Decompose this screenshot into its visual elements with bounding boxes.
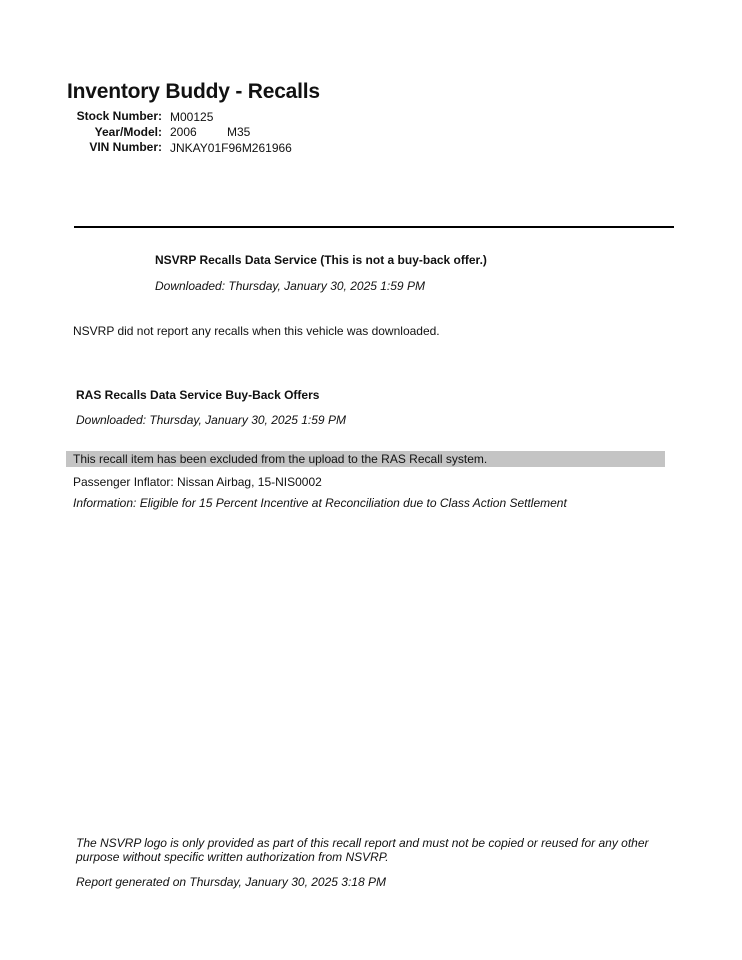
excluded-notice: This recall item has been excluded from the upload to the RAS Recall system. bbox=[73, 452, 488, 466]
recall-information: Information: Eligible for 15 Percent Incentive at Reconciliation due to Class Action Settlement bbox=[73, 496, 567, 510]
section-divider bbox=[74, 226, 674, 228]
nsvrp-heading: NSVRP Recalls Data Service (This is not a buy-back offer.) bbox=[155, 253, 487, 267]
excluded-notice-bar bbox=[66, 451, 665, 467]
model-value: M35 bbox=[227, 125, 251, 139]
vin-number-label: VIN Number: bbox=[89, 140, 162, 154]
stock-number-label: Stock Number: bbox=[76, 109, 162, 123]
nsvrp-no-recalls: NSVRP did not report any recalls when this vehicle was downloaded. bbox=[73, 324, 440, 338]
year-value: 2006 bbox=[170, 125, 197, 139]
year-model-label: Year/Model: bbox=[94, 125, 162, 139]
stock-number-value: M00125 bbox=[170, 110, 214, 124]
recall-item: Passenger Inflator: Nissan Airbag, 15-NIS0002 bbox=[73, 475, 322, 489]
ras-downloaded: Downloaded: Thursday, January 30, 2025 1:59 PM bbox=[76, 413, 346, 427]
logo-disclaimer: The NSVRP logo is only provided as part of this recall report and must not be copied or reused for any other purpose without specific written authorization from NSVRP. bbox=[76, 836, 649, 864]
vin-number-value: JNKAY01F96M261966 bbox=[170, 141, 292, 155]
page-title: Inventory Buddy - Recalls bbox=[67, 80, 320, 103]
report-generated: Report generated on Thursday, January 30, 2025 3:18 PM bbox=[76, 875, 386, 889]
nsvrp-downloaded: Downloaded: Thursday, January 30, 2025 1:59 PM bbox=[155, 279, 425, 293]
ras-heading: RAS Recalls Data Service Buy-Back Offers bbox=[76, 388, 320, 402]
